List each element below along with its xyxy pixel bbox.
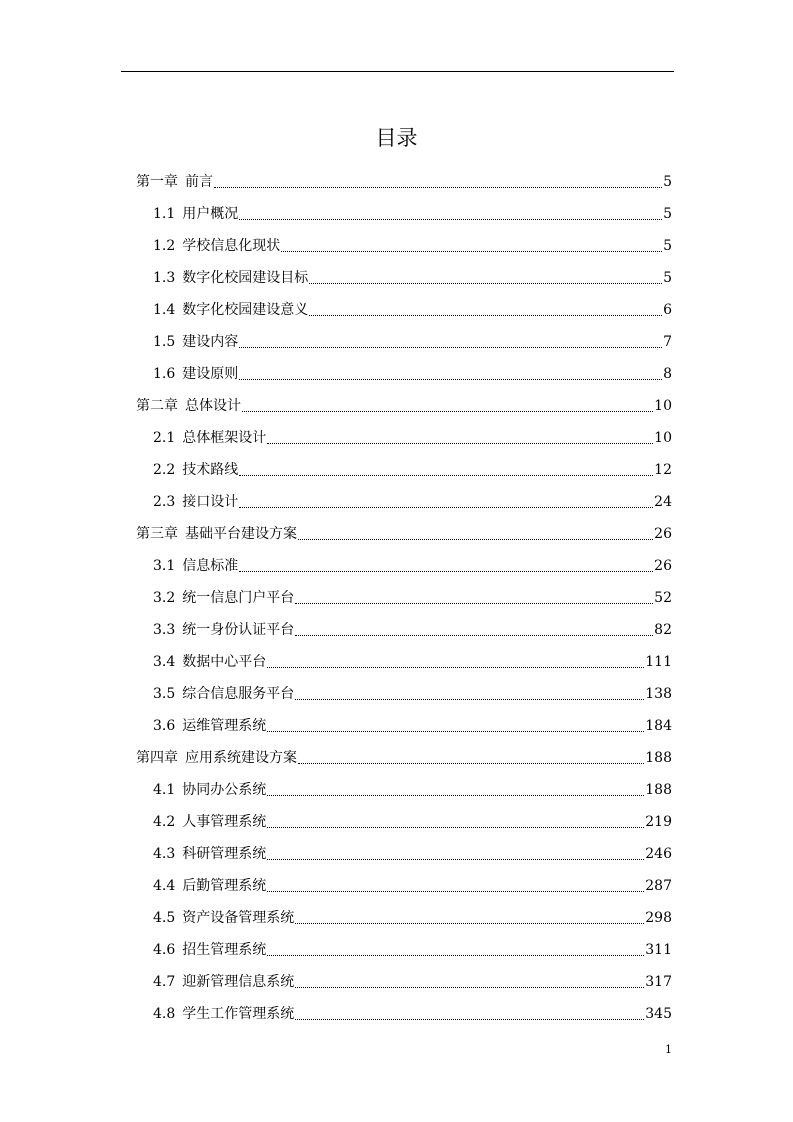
toc-entry-page: 138 — [645, 686, 672, 702]
toc-section-entry[interactable] — [136, 550, 672, 582]
toc-entry-title: 总体设计 — [185, 398, 241, 414]
toc-dot-leader — [242, 411, 653, 412]
toc-dot-leader — [267, 955, 644, 956]
toc-dot-leader — [239, 219, 662, 220]
toc-entry-title: 人事管理系统 — [182, 814, 267, 830]
toc-section-entry[interactable] — [136, 806, 672, 838]
toc-section-entry[interactable] — [136, 294, 672, 326]
toc-entry-page: 311 — [645, 942, 672, 958]
toc-entry-title: 迎新管理信息系统 — [182, 974, 295, 990]
toc-section-entry[interactable] — [136, 966, 672, 998]
toc-entry-page: 219 — [645, 814, 672, 830]
toc-entry-title: 数字化校园建设目标 — [182, 270, 309, 286]
toc-entry-title: 信息标准 — [182, 558, 239, 574]
toc-entry-title: 数字化校园建设意义 — [182, 302, 309, 318]
toc-dot-leader — [281, 251, 662, 252]
toc-entry-page: 345 — [645, 1006, 672, 1022]
toc-entry-title: 统一身份认证平台 — [182, 622, 295, 638]
toc-entry-page: 6 — [663, 302, 672, 318]
toc-dot-leader — [214, 187, 662, 188]
toc-dot-leader — [239, 507, 653, 508]
toc-entry-page: 246 — [645, 846, 672, 862]
toc-entry-number: 2.3 — [153, 494, 176, 510]
toc-dot-leader — [295, 699, 644, 700]
toc-dot-leader — [239, 379, 662, 380]
toc-entry-number: 3.3 — [153, 622, 176, 638]
toc-entry-title: 用户概况 — [182, 206, 239, 222]
toc-entry-number: 4.6 — [153, 942, 176, 958]
toc-section-entry[interactable] — [136, 486, 672, 518]
toc-section-entry[interactable] — [136, 998, 672, 1030]
toc-entry-page: 5 — [663, 174, 672, 190]
toc-entry-page: 5 — [663, 238, 672, 254]
toc-entry-title: 综合信息服务平台 — [182, 686, 295, 702]
toc-entry-title: 前言 — [185, 174, 213, 190]
toc-entry-number: 3.5 — [153, 686, 176, 702]
toc-dot-leader — [295, 1019, 644, 1020]
toc-entry-number: 1.1 — [153, 206, 176, 222]
toc-dot-leader — [309, 315, 662, 316]
toc-entry-number: 4.4 — [153, 878, 176, 894]
toc-entry-title: 运维管理系统 — [182, 718, 267, 734]
toc-entry-title: 学校信息化现状 — [182, 238, 281, 254]
toc-entry-page: 317 — [645, 974, 672, 990]
toc-entry-number: 3.4 — [153, 654, 176, 670]
toc-entry-number: 4.1 — [153, 782, 176, 798]
toc-entry-page: 298 — [645, 910, 672, 926]
toc-entry-number: 第二章 — [136, 398, 178, 414]
toc-dot-leader — [295, 603, 653, 604]
toc-dot-leader — [267, 859, 644, 860]
toc-entry-page: 5 — [663, 206, 672, 222]
toc-dot-leader — [267, 443, 653, 444]
toc-entry-title: 技术路线 — [182, 462, 239, 478]
toc-entry-number: 4.3 — [153, 846, 176, 862]
toc-entry-page: 24 — [654, 494, 672, 510]
toc-entry-number: 1.2 — [153, 238, 176, 254]
toc-entry-number: 3.6 — [153, 718, 176, 734]
toc-section-entry[interactable] — [136, 678, 672, 710]
toc-dot-leader — [295, 635, 653, 636]
toc-entry-title: 建设内容 — [182, 334, 239, 350]
toc-entry-number: 1.6 — [153, 366, 176, 382]
toc-section-entry[interactable] — [136, 262, 672, 294]
toc-entry-number: 4.5 — [153, 910, 176, 926]
page-number: 1 — [665, 1043, 672, 1056]
toc-entry-title: 建设原则 — [182, 366, 239, 382]
toc-entry-title: 应用系统建设方案 — [185, 750, 297, 766]
toc-entry-page: 7 — [663, 334, 672, 350]
toc-dot-leader — [298, 539, 653, 540]
toc-dot-leader — [267, 795, 644, 796]
toc-section-entry[interactable] — [136, 230, 672, 262]
toc-section-entry[interactable] — [136, 422, 672, 454]
toc-entry-page: 82 — [654, 622, 672, 638]
toc-section-entry[interactable] — [136, 774, 672, 806]
toc-entry-number: 1.5 — [153, 334, 176, 350]
toc-dot-leader — [239, 347, 662, 348]
toc-section-entry[interactable] — [136, 614, 672, 646]
toc-entry-title: 统一信息门户平台 — [182, 590, 295, 606]
toc-entry-number: 2.2 — [153, 462, 176, 478]
toc-entry-number: 第四章 — [136, 750, 178, 766]
toc-entry-number: 3.2 — [153, 590, 176, 606]
toc-section-entry[interactable] — [136, 646, 672, 678]
toc-chapter-entry[interactable] — [136, 518, 672, 550]
toc-entry-title: 资产设备管理系统 — [182, 910, 295, 926]
toc-section-entry[interactable] — [136, 710, 672, 742]
toc-entry-title: 接口设计 — [182, 494, 239, 510]
toc-dot-leader — [295, 987, 644, 988]
toc-entry-page: 287 — [645, 878, 672, 894]
toc-entry-page: 26 — [654, 558, 672, 574]
toc-section-entry[interactable] — [136, 198, 672, 230]
toc-entry-title: 基础平台建设方案 — [185, 526, 297, 542]
toc-entry-number: 4.2 — [153, 814, 176, 830]
toc-dot-leader — [239, 475, 653, 476]
toc-dot-leader — [298, 763, 644, 764]
toc-entry-number: 第一章 — [136, 174, 178, 190]
toc-entry-title: 数据中心平台 — [182, 654, 267, 670]
toc-entry-page: 188 — [645, 750, 672, 766]
toc-entry-page: 188 — [645, 782, 672, 798]
toc-entry-title: 科研管理系统 — [182, 846, 267, 862]
toc-entry-page: 10 — [654, 430, 672, 446]
toc-entry-page: 5 — [663, 270, 672, 286]
toc-entry-page: 52 — [654, 590, 672, 606]
toc-section-entry[interactable] — [136, 870, 672, 902]
toc-entry-number: 2.1 — [153, 430, 176, 446]
toc-dot-leader — [295, 923, 644, 924]
toc-dot-leader — [267, 827, 644, 828]
toc-chapter-entry[interactable] — [136, 742, 672, 774]
toc-dot-leader — [267, 731, 644, 732]
toc-section-entry[interactable] — [136, 838, 672, 870]
toc-entry-number: 1.3 — [153, 270, 176, 286]
toc-section-entry[interactable] — [136, 902, 672, 934]
toc-entry-number: 4.7 — [153, 974, 176, 990]
toc-entry-number: 第三章 — [136, 526, 178, 542]
toc-section-entry[interactable] — [136, 454, 672, 486]
toc-entry-number: 4.8 — [153, 1006, 176, 1022]
toc-entry-page: 26 — [654, 526, 672, 542]
toc-title: 目录 — [375, 126, 418, 150]
toc-dot-leader — [267, 667, 644, 668]
toc-entry-page: 12 — [654, 462, 672, 478]
toc-dot-leader — [309, 283, 662, 284]
toc-entry-number: 3.1 — [153, 558, 176, 574]
table-of-contents — [136, 166, 672, 1030]
toc-dot-leader — [239, 571, 653, 572]
toc-chapter-entry[interactable] — [136, 390, 672, 422]
toc-section-entry[interactable] — [136, 582, 672, 614]
toc-entry-title: 协同办公系统 — [182, 782, 267, 798]
toc-entry-title: 招生管理系统 — [182, 942, 267, 958]
toc-entry-title: 学生工作管理系统 — [182, 1006, 295, 1022]
toc-entry-page: 10 — [654, 398, 672, 414]
toc-entry-title: 总体框架设计 — [182, 430, 267, 446]
toc-entry-number: 1.4 — [153, 302, 176, 318]
toc-section-entry[interactable] — [136, 934, 672, 966]
header-rule — [121, 71, 674, 72]
toc-section-entry[interactable] — [136, 358, 672, 390]
toc-entry-title: 后勤管理系统 — [182, 878, 267, 894]
toc-section-entry[interactable] — [136, 326, 672, 358]
toc-entry-page: 184 — [645, 718, 672, 734]
toc-entry-page: 111 — [645, 654, 672, 670]
toc-entry-page: 8 — [663, 366, 672, 382]
toc-chapter-entry[interactable] — [136, 166, 672, 198]
toc-dot-leader — [267, 891, 644, 892]
